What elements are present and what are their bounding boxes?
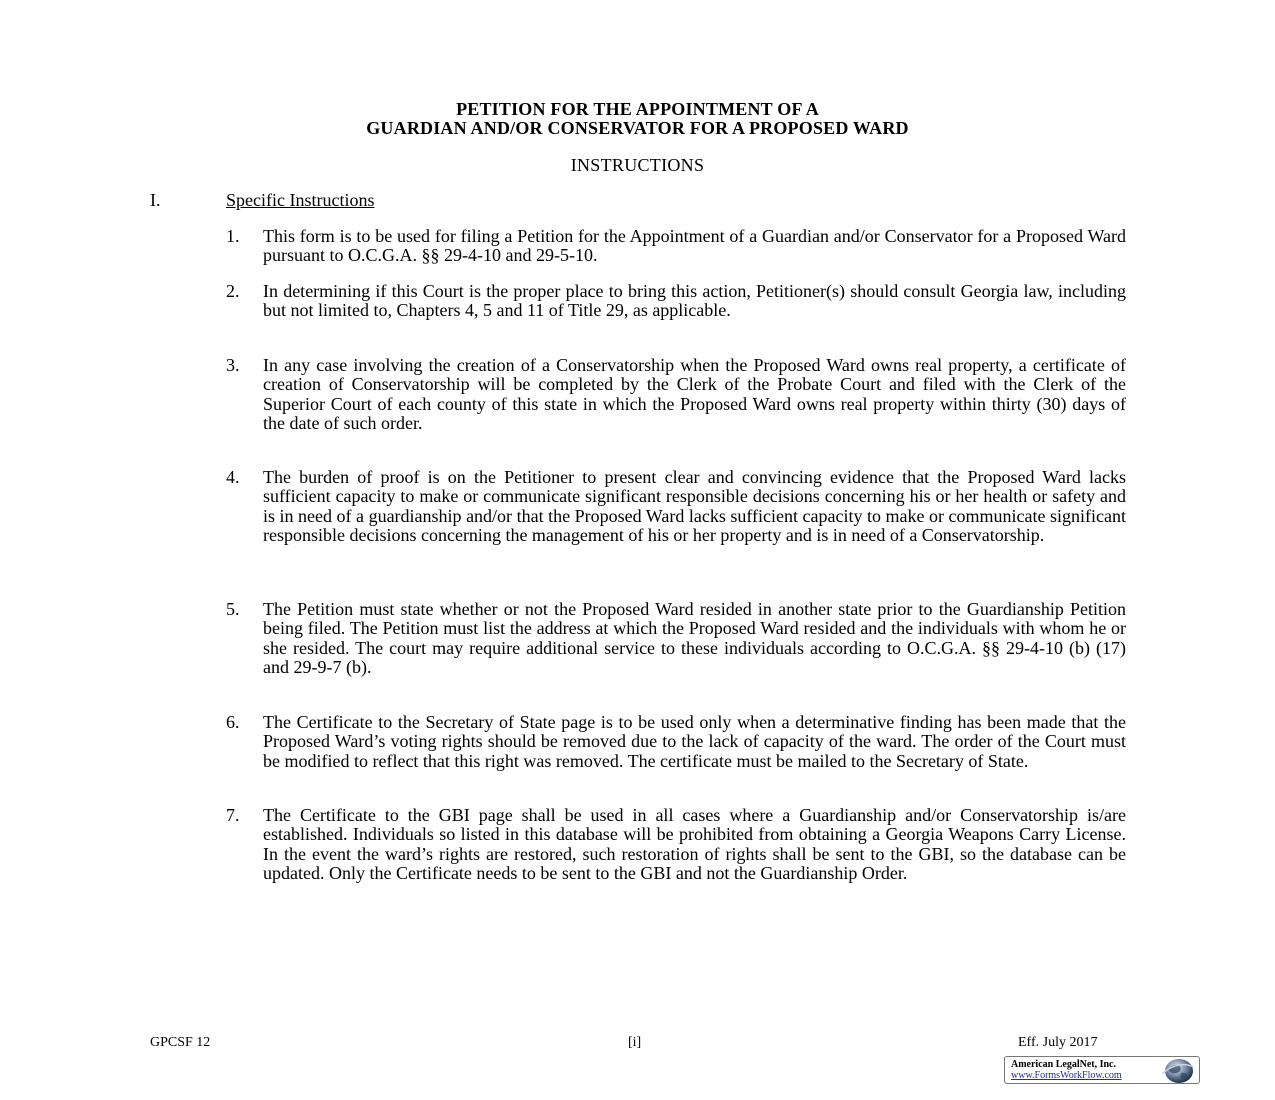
logo-website-link[interactable]: www.FormsWorkFlow.com	[1011, 1070, 1122, 1081]
item-number: 2.	[226, 281, 240, 301]
item-number: 1.	[226, 226, 240, 246]
instructions-heading: INSTRUCTIONS	[570, 155, 705, 175]
item-number: 3.	[226, 355, 240, 375]
item-text: In any case involving the creation of a Conservatorship when the Proposed Ward owns real property, a certificate of creation of Conservatorship will be completed by the Clerk of the Probate Court and filed with the Clerk of the Superior Court of each county of this state in which the Proposed Ward owns real property within thirty (30) days of the date of such order.	[263, 355, 1126, 433]
logo-company-name: American LegalNet, Inc.	[1011, 1059, 1116, 1070]
footer-form-code: GPCSF 12	[150, 1035, 211, 1050]
footer-page-number: [i]	[628, 1035, 642, 1050]
item-text: The Petition must state whether or not the Proposed Ward resided in another state prior to the Guardianship Petition being filed. The Petition must list the address at which the Proposed Ward resided and the individuals with whom he or she resided. The court may require additional service to these individuals according to O.C.G.A. §§ 29-4-10 (b) (17) and 29-9-7 (b).	[263, 599, 1126, 677]
item-number: 4.	[226, 467, 240, 487]
instruction-item-7	[226, 806, 1126, 883]
globe-icon	[1160, 1058, 1196, 1084]
instruction-item-2	[226, 282, 1126, 321]
title-line-1: PETITION FOR THE APPOINTMENT OF A	[456, 99, 819, 119]
item-text: The Certificate to the GBI page shall be used in all cases where a Guardianship and/or Conservatorship is/are established. Individuals so listed in this database will be prohibited from obtaining a Georgia Weapons Carry License. In the event the ward’s rights are restored, such restoration of rights shall be sent to the GBI, so the database can be updated. Only the Certificate needs to be sent to the GBI and not the Guardianship Order.	[263, 805, 1126, 883]
item-text: In determining if this Court is the proper place to bring this action, Petitioner(s) should consult Georgia law, including but not limited to, Chapters 4, 5 and 11 of Title 29, as applicable.	[263, 281, 1126, 321]
instruction-item-3	[226, 356, 1126, 433]
item-text: The burden of proof is on the Petitioner to present clear and convincing evidence that the Proposed Ward lacks sufficient capacity to make or communicate significant responsible decisions concerning his or her health or safety and is in need of a guardianship and/or that the Proposed Ward lacks sufficient capacity to make or communicate significant responsible decisions concerning the management of his or her property and is in need of a Conservatorship.	[263, 467, 1126, 545]
item-number: 7.	[226, 805, 240, 825]
item-number: 5.	[226, 599, 240, 619]
instruction-item-4	[226, 468, 1126, 545]
item-text: The Certificate to the Secretary of State page is to be used only when a determinative finding has been made that the Proposed Ward’s voting rights should be removed due to the lack of capacity of the ward. The order of the Court must be modified to reflect that this right was removed. The certificate must be mailed to the Secretary of State.	[263, 712, 1126, 771]
american-legalnet-logo[interactable]	[1004, 1056, 1200, 1084]
item-number: 6.	[226, 712, 240, 732]
title-line-2: GUARDIAN AND/OR CONSERVATOR FOR A PROPOSED WARD	[366, 118, 909, 138]
instruction-item-1	[226, 227, 1126, 266]
instruction-item-6	[226, 713, 1126, 771]
section-number: I.	[150, 190, 161, 210]
footer-effective-date: Eff. July 2017	[1018, 1035, 1098, 1050]
item-text: This form is to be used for filing a Petition for the Appointment of a Guardian and/or Conservator for a Proposed Ward pursuant to O.C.G.A. §§ 29-4-10 and 29-5-10.	[263, 226, 1126, 266]
instruction-item-5	[226, 600, 1126, 677]
section-title: Specific Instructions	[226, 190, 375, 210]
